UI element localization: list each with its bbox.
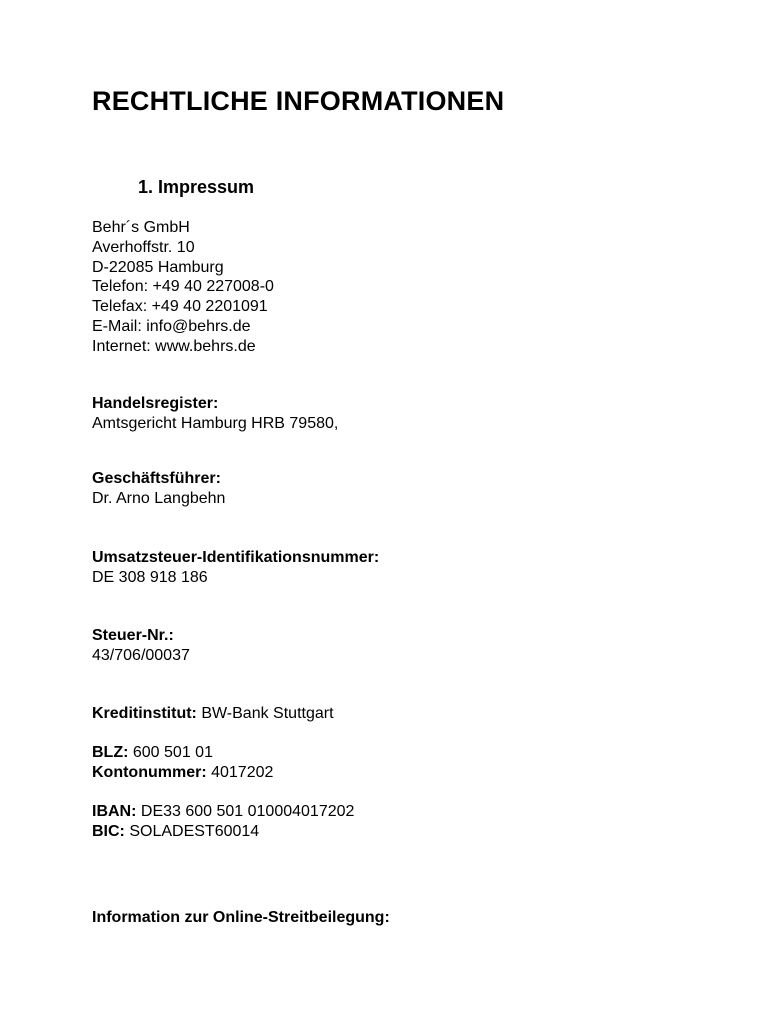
section-heading-impressum: 1. Impressum	[138, 177, 255, 197]
geschaeftsfuehrer-value: Dr. Arno Langbehn	[92, 489, 226, 507]
kontonummer-label: Kontonummer:	[92, 763, 207, 781]
website-address: Internet: www.behrs.de	[92, 337, 256, 355]
street-address: Averhoffstr. 10	[92, 238, 195, 256]
bank-account-block	[92, 743, 273, 783]
bic-value: SOLADEST60014	[124, 822, 260, 840]
kreditinstitut-label: Kreditinstitut:	[92, 705, 197, 722]
online-streit-heading: Information zur Online-Streitbeilegung:	[92, 909, 390, 926]
email-address: E-Mail: info@behrs.de	[92, 317, 251, 335]
kreditinstitut-line	[92, 704, 334, 724]
fax-number: Telefax: +49 40 2201091	[92, 298, 268, 316]
blz-value: 600 501 01	[128, 744, 213, 761]
geschaeftsfuehrer-block	[92, 469, 225, 509]
steuer-nr-block	[92, 626, 190, 666]
blz-label: BLZ:	[92, 744, 129, 761]
handelsregister-block	[92, 394, 338, 434]
phone-number: Telefon: +49 40 227008-0	[92, 278, 274, 296]
ust-id-label: Umsatzsteuer-Identifikationsnummer:	[92, 549, 380, 566]
kreditinstitut-value: BW-Bank Stuttgart	[196, 705, 334, 722]
steuer-nr-label: Steuer-Nr.:	[92, 627, 174, 644]
ust-id-block	[92, 548, 379, 588]
handelsregister-label: Handelsregister:	[92, 395, 219, 412]
handelsregister-value: Amtsgericht Hamburg HRB 79580,	[92, 414, 339, 432]
kontonummer-value: 4017202	[206, 763, 274, 781]
geschaeftsfuehrer-label: Geschäftsführer:	[92, 470, 221, 487]
page-title: RECHTLICHE INFORMATIONEN	[92, 86, 505, 116]
bic-label: BIC:	[92, 822, 125, 840]
iban-label: IBAN:	[92, 803, 137, 820]
company-name: Behr´s GmbH	[92, 219, 190, 236]
online-streit-block	[92, 908, 390, 928]
ust-id-value: DE 308 918 186	[92, 568, 208, 586]
city-address: D-22085 Hamburg	[92, 258, 224, 276]
iban-value: DE33 600 501 010004017202	[136, 803, 355, 820]
iban-bic-block	[92, 802, 354, 842]
steuer-nr-value: 43/706/00037	[92, 646, 190, 664]
address-block	[92, 218, 274, 357]
